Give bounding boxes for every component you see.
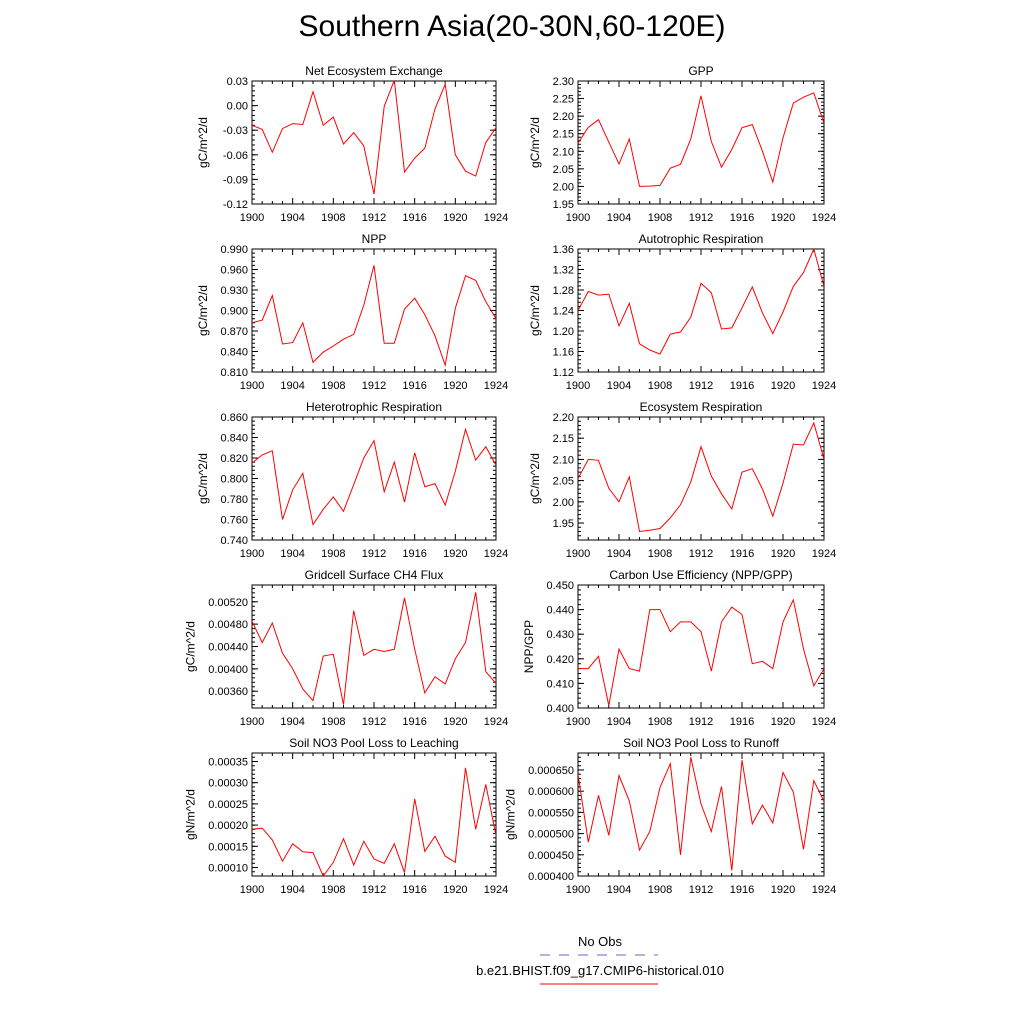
x-tick-label: 1908 — [647, 380, 673, 392]
x-tick-label: 1912 — [361, 548, 387, 560]
x-tick-label: 1920 — [443, 548, 468, 560]
y-tick-label: 1.95 — [552, 199, 574, 211]
x-tick-label: 1908 — [647, 212, 673, 224]
x-tick-label: 1912 — [361, 380, 387, 392]
y-tick-label: -0.12 — [222, 199, 248, 211]
chart-title: Soil NO3 Pool Loss to Leaching — [289, 736, 459, 750]
x-tick-label: 1924 — [811, 212, 837, 224]
y-tick-label: 0.800 — [220, 473, 248, 486]
x-tick-label: 1900 — [239, 884, 265, 896]
chart-panel-8 — [522, 568, 836, 728]
y-tick-label: 0.00020 — [208, 820, 248, 833]
plot-frame — [252, 81, 496, 204]
y-tick-label: 0.000500 — [528, 828, 574, 841]
y-tick-label: 2.25 — [552, 93, 574, 106]
x-tick-label: 1904 — [280, 212, 305, 224]
y-tick-label: 0.03 — [226, 76, 248, 88]
chart-panel-10 — [503, 736, 836, 896]
plot-frame — [578, 417, 824, 540]
x-tick-label: 1912 — [688, 548, 714, 560]
y-tick-label: 2.30 — [552, 76, 574, 88]
y-tick-label: -0.09 — [222, 174, 248, 187]
y-axis-label: gN/m^2/d — [183, 789, 198, 840]
plot-frame — [252, 753, 496, 876]
x-tick-label: 1904 — [606, 716, 632, 728]
series-line-1 — [578, 600, 824, 706]
series-line-1 — [578, 93, 824, 186]
y-tick-label: 0.420 — [546, 653, 574, 666]
x-tick-label: 1904 — [280, 548, 305, 560]
x-tick-label: 1908 — [321, 380, 346, 392]
y-tick-label: 0.820 — [220, 453, 248, 465]
y-tick-label: 0.780 — [220, 494, 248, 506]
x-tick-label: 1900 — [239, 380, 265, 392]
y-tick-label: 0.000600 — [528, 786, 574, 799]
y-tick-label: 0.960 — [220, 264, 248, 277]
x-tick-label: 1916 — [729, 884, 755, 896]
y-tick-label: 0.00520 — [208, 596, 248, 609]
series-line-1 — [578, 249, 824, 354]
y-axis-label: gC/m^2/d — [183, 621, 198, 672]
x-tick-label: 1920 — [770, 548, 796, 560]
chart-title: Heterotrophic Respiration — [305, 400, 443, 414]
y-tick-label: 0.000450 — [528, 849, 574, 862]
y-tick-label: 0.000400 — [528, 871, 574, 883]
x-tick-label: 1904 — [606, 212, 632, 224]
legend-model-label: b.e21.BHIST.f09_g17.CMIP6-historical.010 — [476, 963, 724, 978]
x-tick-label: 1924 — [483, 548, 509, 560]
chart-title: Autotrophic Respiration — [638, 232, 764, 246]
x-tick-label: 1916 — [402, 884, 427, 896]
chart-panel-3 — [196, 232, 508, 392]
chart-title: Ecosystem Respiration — [639, 400, 763, 414]
x-tick-label: 1908 — [321, 548, 346, 560]
x-tick-label: 1908 — [321, 884, 346, 896]
y-tick-label: 0.450 — [546, 580, 574, 592]
x-tick-label: 1900 — [239, 548, 265, 560]
x-tick-label: 1912 — [688, 884, 714, 896]
series-line-1 — [252, 768, 496, 876]
y-axis-label: gC/m^2/d — [196, 285, 210, 336]
y-tick-label: 0.00 — [226, 100, 248, 113]
x-tick-label: 1916 — [729, 212, 755, 224]
y-tick-label: 0.810 — [220, 367, 248, 379]
y-axis-label: gC/m^2/d — [196, 117, 210, 168]
chart-panel-5 — [196, 400, 508, 560]
y-tick-label: 0.990 — [220, 244, 248, 256]
chart-title: Carbon Use Efficiency (NPP/GPP) — [609, 568, 793, 582]
y-tick-label: 1.95 — [552, 518, 574, 531]
x-tick-label: 1900 — [565, 716, 591, 728]
chart-title: NPP — [361, 232, 387, 246]
series-line-1 — [578, 757, 824, 870]
x-tick-label: 1924 — [483, 380, 509, 392]
y-tick-label: 0.440 — [546, 604, 574, 617]
x-tick-label: 1916 — [729, 548, 755, 560]
x-tick-label: 1924 — [811, 548, 837, 560]
y-tick-label: 0.00400 — [208, 663, 248, 676]
y-tick-label: 1.32 — [552, 264, 574, 277]
y-tick-label: 0.930 — [220, 285, 248, 297]
y-tick-label: 0.00030 — [208, 777, 248, 790]
y-tick-label: 1.36 — [552, 244, 574, 256]
plot-frame — [578, 585, 824, 708]
x-tick-label: 1900 — [565, 380, 591, 392]
chart-panel-4 — [528, 232, 836, 392]
x-tick-label: 1908 — [647, 548, 673, 560]
plot-frame — [252, 417, 496, 540]
x-tick-label: 1912 — [688, 716, 714, 728]
y-tick-label: 2.00 — [552, 496, 574, 509]
y-tick-label: 0.00440 — [208, 641, 248, 654]
y-tick-label: 2.20 — [552, 111, 574, 124]
x-tick-label: 1900 — [565, 212, 591, 224]
x-tick-label: 1924 — [811, 380, 837, 392]
figure-title: Southern Asia(20-30N,60-120E) — [298, 10, 726, 43]
legend-obs-label: No Obs — [577, 934, 623, 949]
x-tick-label: 1904 — [606, 884, 632, 896]
x-tick-label: 1908 — [647, 884, 673, 896]
chart-panel-6 — [528, 400, 836, 560]
chart-panel-1 — [196, 64, 508, 224]
series-line-1 — [578, 423, 824, 532]
x-tick-label: 1908 — [321, 212, 346, 224]
x-tick-label: 1920 — [770, 212, 796, 224]
chart-title: Gridcell Surface CH4 Flux — [304, 568, 444, 582]
y-tick-label: 2.10 — [552, 146, 574, 159]
plot-frame — [578, 249, 824, 372]
y-tick-label: 0.00025 — [208, 798, 248, 811]
plot-frame — [252, 585, 496, 708]
x-tick-label: 1916 — [402, 548, 427, 560]
y-tick-label: 2.05 — [552, 475, 574, 488]
y-tick-label: 2.15 — [552, 433, 574, 446]
x-tick-label: 1904 — [606, 380, 632, 392]
x-tick-label: 1900 — [565, 548, 591, 560]
x-tick-label: 1912 — [688, 212, 714, 224]
y-tick-label: 1.28 — [552, 285, 574, 297]
y-axis-label: gN/m^2/d — [503, 789, 518, 840]
plot-frame — [578, 753, 824, 876]
x-tick-label: 1900 — [565, 884, 591, 896]
series-line-1 — [252, 429, 496, 524]
y-tick-label: 0.860 — [220, 412, 248, 424]
x-tick-label: 1920 — [443, 716, 468, 728]
x-tick-label: 1912 — [688, 380, 714, 392]
y-tick-label: 0.00480 — [208, 619, 248, 632]
y-tick-label: 2.20 — [552, 412, 574, 424]
plot-frame — [578, 81, 824, 204]
x-tick-label: 1924 — [811, 716, 837, 728]
x-tick-label: 1912 — [361, 212, 387, 224]
series-line-1 — [252, 265, 496, 365]
y-tick-label: 0.00360 — [208, 686, 248, 699]
y-tick-label: 1.24 — [552, 305, 574, 318]
y-tick-label: 0.430 — [546, 629, 574, 642]
x-tick-label: 1904 — [606, 548, 632, 560]
y-tick-label: 1.16 — [552, 346, 574, 359]
x-tick-label: 1900 — [239, 716, 265, 728]
chart-panel-2 — [528, 64, 836, 224]
y-tick-label: -0.06 — [222, 149, 248, 162]
x-tick-label: 1920 — [770, 380, 796, 392]
x-tick-label: 1924 — [483, 716, 509, 728]
x-tick-label: 1920 — [770, 884, 796, 896]
x-tick-label: 1908 — [647, 716, 673, 728]
y-tick-label: 0.400 — [546, 703, 574, 715]
chart-panel-9 — [184, 736, 509, 896]
y-tick-label: 2.10 — [552, 454, 574, 467]
y-tick-label: 0.740 — [220, 535, 248, 547]
x-tick-label: 1920 — [443, 884, 468, 896]
series-line-1 — [252, 592, 496, 704]
y-axis-label: NPP/GPP — [522, 619, 536, 674]
series-line-1 — [252, 80, 496, 194]
y-tick-label: 2.15 — [552, 128, 574, 141]
y-tick-label: 0.00010 — [208, 862, 248, 875]
x-tick-label: 1912 — [361, 884, 387, 896]
y-tick-label: 0.00035 — [208, 756, 248, 769]
y-tick-label: 1.20 — [552, 326, 574, 338]
y-tick-label: -0.03 — [222, 125, 248, 138]
y-tick-label: 0.410 — [546, 678, 574, 691]
y-tick-label: 0.000650 — [528, 764, 574, 777]
x-tick-label: 1924 — [483, 212, 509, 224]
x-tick-label: 1924 — [483, 884, 509, 896]
x-tick-label: 1908 — [321, 716, 346, 728]
y-axis-label: gC/m^2/d — [528, 285, 543, 336]
chart-title: GPP — [688, 64, 714, 78]
x-tick-label: 1920 — [770, 716, 796, 728]
y-tick-label: 0.840 — [220, 346, 248, 359]
y-axis-label: gC/m^2/d — [528, 117, 543, 168]
x-tick-label: 1912 — [361, 716, 387, 728]
y-tick-label: 0.840 — [220, 432, 248, 445]
chart-title: Soil NO3 Pool Loss to Runoff — [623, 736, 779, 750]
y-tick-label: 0.000550 — [528, 807, 574, 820]
y-tick-label: 0.870 — [220, 326, 248, 338]
x-tick-label: 1916 — [729, 380, 755, 392]
y-axis-label: gC/m^2/d — [196, 453, 210, 504]
x-tick-label: 1916 — [402, 212, 427, 224]
x-tick-label: 1904 — [280, 716, 305, 728]
x-tick-label: 1920 — [443, 212, 468, 224]
chart-title: Net Ecosystem Exchange — [305, 64, 443, 78]
x-tick-label: 1916 — [402, 716, 427, 728]
x-tick-label: 1920 — [443, 380, 468, 392]
x-tick-label: 1900 — [239, 212, 265, 224]
x-tick-label: 1904 — [280, 380, 305, 392]
x-tick-label: 1924 — [811, 884, 837, 896]
x-tick-label: 1916 — [729, 716, 755, 728]
x-tick-label: 1916 — [402, 380, 427, 392]
y-tick-label: 0.760 — [220, 514, 248, 527]
y-tick-label: 2.05 — [552, 163, 574, 176]
y-axis-label: gC/m^2/d — [528, 453, 543, 504]
y-tick-label: 0.900 — [220, 305, 248, 318]
y-tick-label: 0.00015 — [208, 841, 248, 854]
x-tick-label: 1904 — [280, 884, 305, 896]
y-tick-label: 2.00 — [552, 181, 574, 194]
chart-panel-7 — [184, 568, 509, 728]
y-tick-label: 1.12 — [552, 367, 574, 379]
